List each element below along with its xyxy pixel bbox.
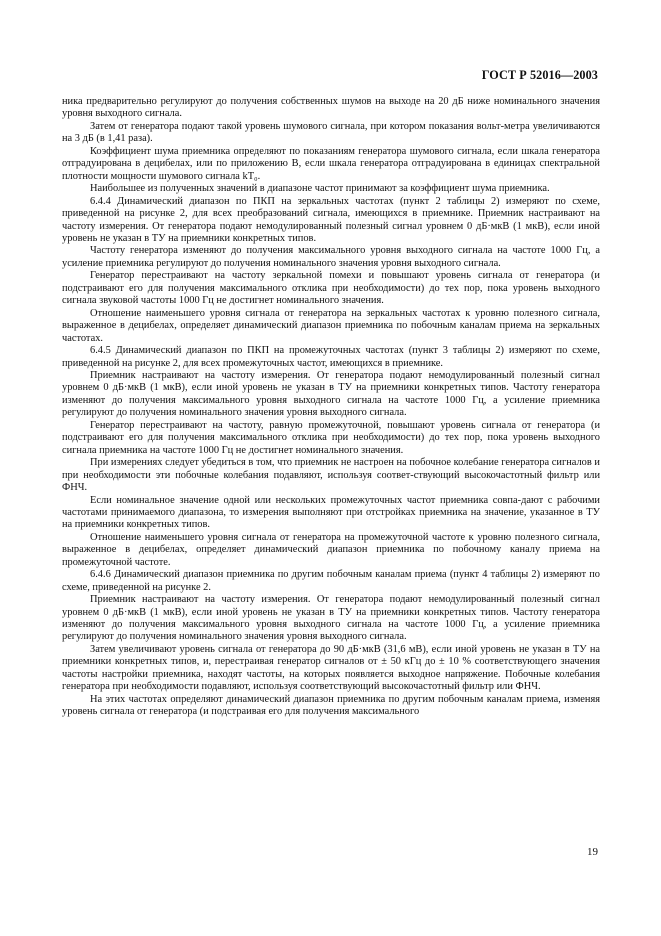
standard-header: ГОСТ Р 52016—2003 bbox=[481, 68, 598, 82]
paragraph: Наибольшее из полученных значений в диапазоне частот принимают за коэффициент шума приемника. bbox=[90, 183, 550, 195]
paragraph-6-4-4: 6.4.4 Динамический диапазон по ПКП на зеркальных частотах (пункт 2 таблицы 2) измеряют по схеме, приведенной на рисунке 2, для всех преобразований сигнала, имеющихся в приемнике. Приемник настраивают на частоту измерения. От генератора подают немодулированный полезный сигнал уровнем 0 дБ·мкВ (1 мкВ), если иной уровень не указан в ТУ на приемники конкретных типов. bbox=[62, 195, 600, 244]
paragraph: Генератор перестраивают на частоту зеркальной помехи и повышают уровень сигнала от генератора (и подстраивают его для получения максимального отклика при необходимости) до тех пор, пока уровень выходного сигнала звуковой частоты 1000 Гц не достигнет номинального значения. bbox=[62, 270, 600, 307]
paragraph: На этих частотах определяют динамический диапазон приемника по другим побочным каналам приема, изменяя уровень сигнала от генератора (и подстраивая его для получения максимального bbox=[62, 693, 600, 718]
body-text bbox=[62, 96, 600, 719]
paragraph-6-4-5: 6.4.5 Динамический диапазон по ПКП на промежуточных частотах (пункт 3 таблицы 2) измеряют по схеме, приведенной на рисунке 2, для всех промежуточных частот, имеющихся в приемнике. bbox=[62, 345, 600, 369]
paragraph: ника предварительно регулируют до получения собственных шумов на выходе на 20 дБ ниже номинального значения уровня выходного сигнала. bbox=[62, 96, 600, 120]
paragraph: Приемник настраивают на частоту измерения. От генератора подают немодулированный полезный сигнал уровнем 0 дБ·мкВ (1 мкВ), если иной уровень не указан в ТУ на приемники конкретных типов. Частоту генератора изменяют до получения максимального уровня выходного сигнала на частоте 1000 Гц, а усиление приемника регулируют до получения номинального значения уровня выходного сигнала. bbox=[62, 594, 600, 643]
paragraph: При измерениях следует убедиться в том, что приемник не настроен на побочное колебание генератора сигналов и при необходимости эти побочные колебания подавляют, используя соответ-ствующий высокочастотный фильтр или ФНЧ. bbox=[62, 457, 600, 494]
paragraph: Затем от генератора подают такой уровень шумового сигнала, при котором показания вольт-метра увеличиваются на 3 дБ (в 1,41 раза). bbox=[62, 120, 600, 145]
paragraph: Отношение наименьшего уровня сигнала от генератора на зеркальных частотах к уровню полезного сигнала, выраженное в децибелах, определяет динамический диапазон приемника по побочным каналам приема на зеркальных частотах. bbox=[62, 307, 600, 344]
paragraph-6-4-6: 6.4.6 Динамический диапазон приемника по другим побочным каналам приема (пункт 4 таблицы 2) измеряют по схеме, приведенной на рисунке 2. bbox=[62, 569, 600, 593]
paragraph: Приемник настраивают на частоту измерения. От генератора подают немодулированный полезный сигнал уровнем 0 дБ·мкВ (1 мкВ), если иной уровень не указан в ТУ на приемники конкретных типов. Частоту генератора изменяют до получения максимального уровня выходного сигнала на частоте 1000 Гц, а усиление приемника регулируют до получения номинального значения уровня выходного сигнала. bbox=[62, 369, 600, 419]
paragraph: Генератор перестраивают на частоту, равную промежуточной, повышают уровень сигнала от генератора (и подстраивают его для получения максимального отклика при необходимости) до тех пор, пока уровень выходного сигнала приемника на частоте 1000 Гц не достигнет номинального значения. bbox=[62, 419, 600, 456]
paragraph: Если номинальное значение одной или нескольких промежуточных частот приемника совпа-дают с рабочими частотами принимаемого диапазона, то измерения выполняют при отстройках приемника на значение, указанное в ТУ на приемники конкретных типов. bbox=[62, 494, 600, 531]
page-number: 19 bbox=[587, 846, 598, 858]
paragraph: Коэффициент шума приемника определяют по показаниям генератора шумового сигнала, если шкала генератора отградуирована в децибелах, или по приложению В, если шкала генератора отградуирована в единицах спектральной плотности мощности шумового сигнала kT₀. bbox=[62, 145, 600, 182]
paragraph: Отношение наименьшего уровня сигнала от генератора на промежуточной частоте к уровню полезного сигнала, выраженное в децибелах, определяет динамический диапазон приемника по побочному каналу приема на промежуточной частоте. bbox=[62, 531, 600, 568]
paragraph: Затем увеличивают уровень сигнала от генератора до 90 дБ·мкВ (31,6 мВ), если иной уровень не указан в ТУ на приемники конкретных типов, и, перестраивая генератор сигналов от ± 50 кГц до ± 10 % соответствующего значения частоты настройки приемника, находят частоты, на которых появляется выходное напряжение. Побочные колебания генератора при необходимости подавляют, используя соответствующий высокочастотный фильтр или ФНЧ. bbox=[62, 643, 600, 693]
paragraph: Частоту генератора изменяют до получения максимального уровня выходного сигнала на частоте 1000 Гц, а усиление приемника регулируют до получения номинального значения уровня выходного сигнала. bbox=[62, 245, 600, 269]
